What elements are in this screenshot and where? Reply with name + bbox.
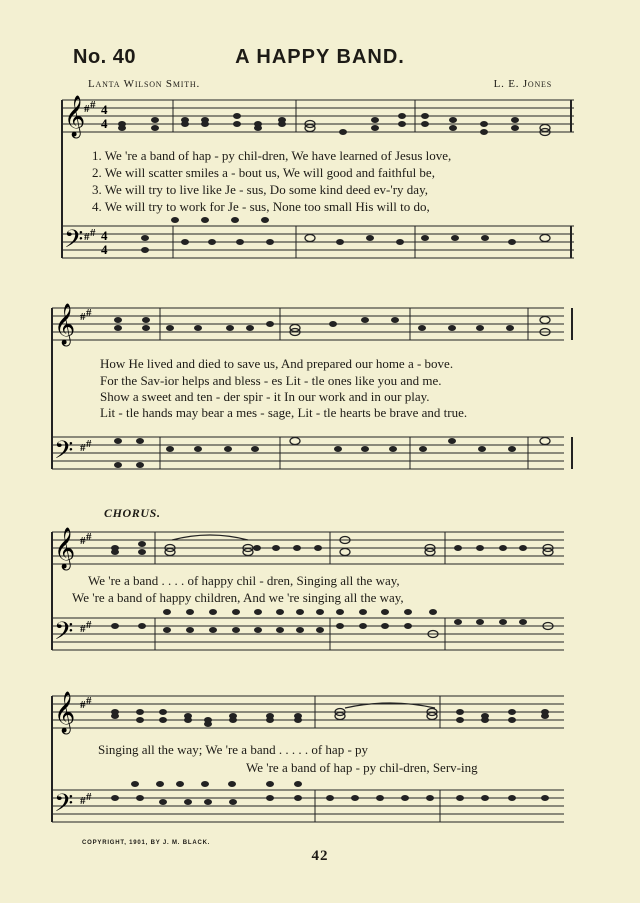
verse-4-line-b: Lit - tle hands may bear a mes - sage, Lit - tle hearts be brave and true. [100,405,468,420]
svg-text:#: # [86,438,92,450]
svg-text:#: # [86,619,92,631]
treble-clef-icon: 𝄞 [54,528,76,569]
page-number: 42 [311,848,329,864]
svg-text:#: # [80,623,86,635]
hymn-title: A HAPPY BAND. [235,46,405,68]
svg-text:4: 4 [101,116,108,131]
composer-credit: L. E. Jones [493,78,552,90]
treble-clef-icon: 𝄞 [54,692,76,733]
bass-clef-icon: 𝄢 [54,436,74,471]
chorus-line-4: We 're a band of hap - py chil-dren, Serv-ing [246,760,478,775]
treble-clef-icon: 𝄞 [64,96,86,137]
verse-1-line: 1. We 're a band of hap - py chil-dren, We have learned of Jesus love, [92,148,452,163]
svg-text:#: # [84,103,90,115]
svg-text:4: 4 [101,242,108,257]
chorus-line-1: We 're a band . . . . of happy chil - dren, Singing all the way, [88,573,400,588]
chorus-label: CHORUS. [104,506,161,520]
svg-text:#: # [80,699,86,711]
copyright-notice: COPYRIGHT, 1901, BY J. M. BLACK. [82,840,211,846]
svg-text:#: # [86,307,92,319]
svg-text:#: # [86,791,92,803]
svg-text:4: 4 [101,228,108,243]
verse-4-line: 4. We will try to work for Je - sus, None too small His will to do, [92,199,430,214]
verse-3-line: 3. We will try to live like Je - sus, Do some kind deed ev-'ry day, [92,182,428,197]
svg-text:#: # [80,535,86,547]
svg-text:#: # [90,99,96,111]
svg-text:#: # [80,442,86,454]
lyricist-credit: Lanta Wilson Smith. [88,78,201,90]
verse-1-line-b: How He lived and died to save us, And prepared our home a - bove. [100,356,454,371]
bass-clef-icon: 𝄢 [64,225,84,260]
svg-text:#: # [86,531,92,543]
bass-clef-icon: 𝄢 [54,789,74,824]
svg-text:#: # [90,227,96,239]
svg-text:#: # [80,311,86,323]
chorus-line-3: Singing all the way; We 're a band . . . . . of hap - py [98,742,369,757]
svg-text:#: # [80,795,86,807]
svg-text:#: # [84,231,90,243]
svg-text:#: # [86,695,92,707]
chorus-line-2: We 're a band of happy children, And we 're singing all the way, [72,590,404,605]
bass-clef-icon: 𝄢 [54,617,74,652]
verse-2-line: 2. We will scatter smiles a - bout us, We will good and faithful be, [92,165,435,180]
treble-clef-icon: 𝄞 [54,304,76,345]
verse-2-line-b: For the Sav-ior helps and bless - es Lit - tle ones like you and me. [100,373,442,388]
hymn-number: No. 40 [73,46,137,68]
verse-3-line-b: Show a sweet and ten - der spir - it In our work and in our play. [100,389,430,404]
svg-text:4: 4 [101,102,108,117]
